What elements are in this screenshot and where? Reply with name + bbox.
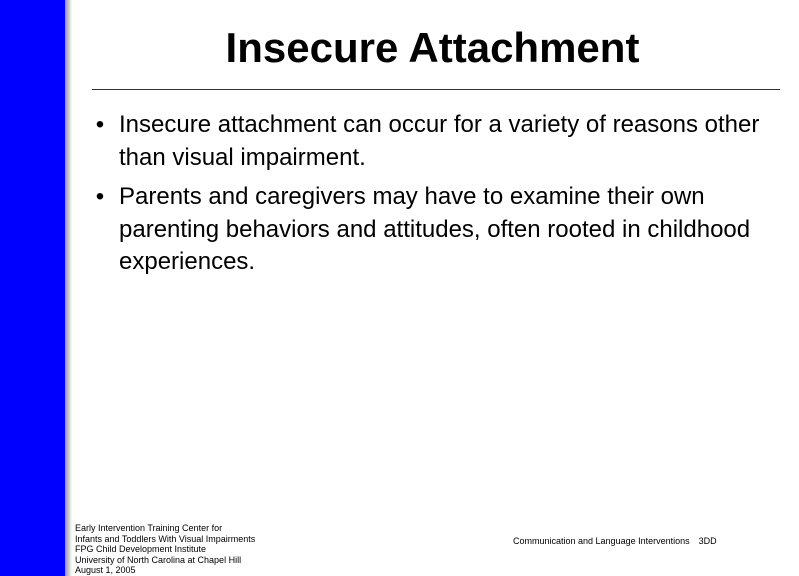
bullet-dot-icon: •: [95, 111, 105, 138]
footer-date: August 1, 2005: [75, 565, 136, 575]
footer-credits: [75, 523, 255, 576]
footer-credit-line: Early Intervention Training Center for: [75, 523, 223, 533]
bullet-text: Insecure attachment can occur for a variety of reasons other than visual impairment.: [119, 111, 760, 171]
bullet-list: [88, 109, 768, 286]
bullet-item: [88, 109, 768, 174]
footer-credit-line: FPG Child Development Institute: [75, 544, 207, 554]
footer-credit-line: University of North Carolina at Chapel Hill: [75, 554, 242, 565]
sidebar-bar: [0, 0, 65, 576]
footer-section-title: Communication and Language Interventions: [513, 536, 690, 546]
footer-credit-line: Infants and Toddlers With Visual Impairments: [75, 533, 256, 544]
sidebar-shadow: [65, 0, 72, 576]
bullet-item: [88, 181, 768, 279]
footer-section: [513, 536, 717, 547]
bullet-text: Parents and caregivers may have to examine their own parenting behaviors and attitudes, often rooted in childhood experiences.: [119, 183, 751, 275]
bullet-dot-icon: •: [95, 183, 105, 210]
title-divider: [92, 89, 780, 90]
slide-code: 3DD: [698, 536, 717, 546]
slide-title: Insecure Attachment: [225, 24, 640, 71]
